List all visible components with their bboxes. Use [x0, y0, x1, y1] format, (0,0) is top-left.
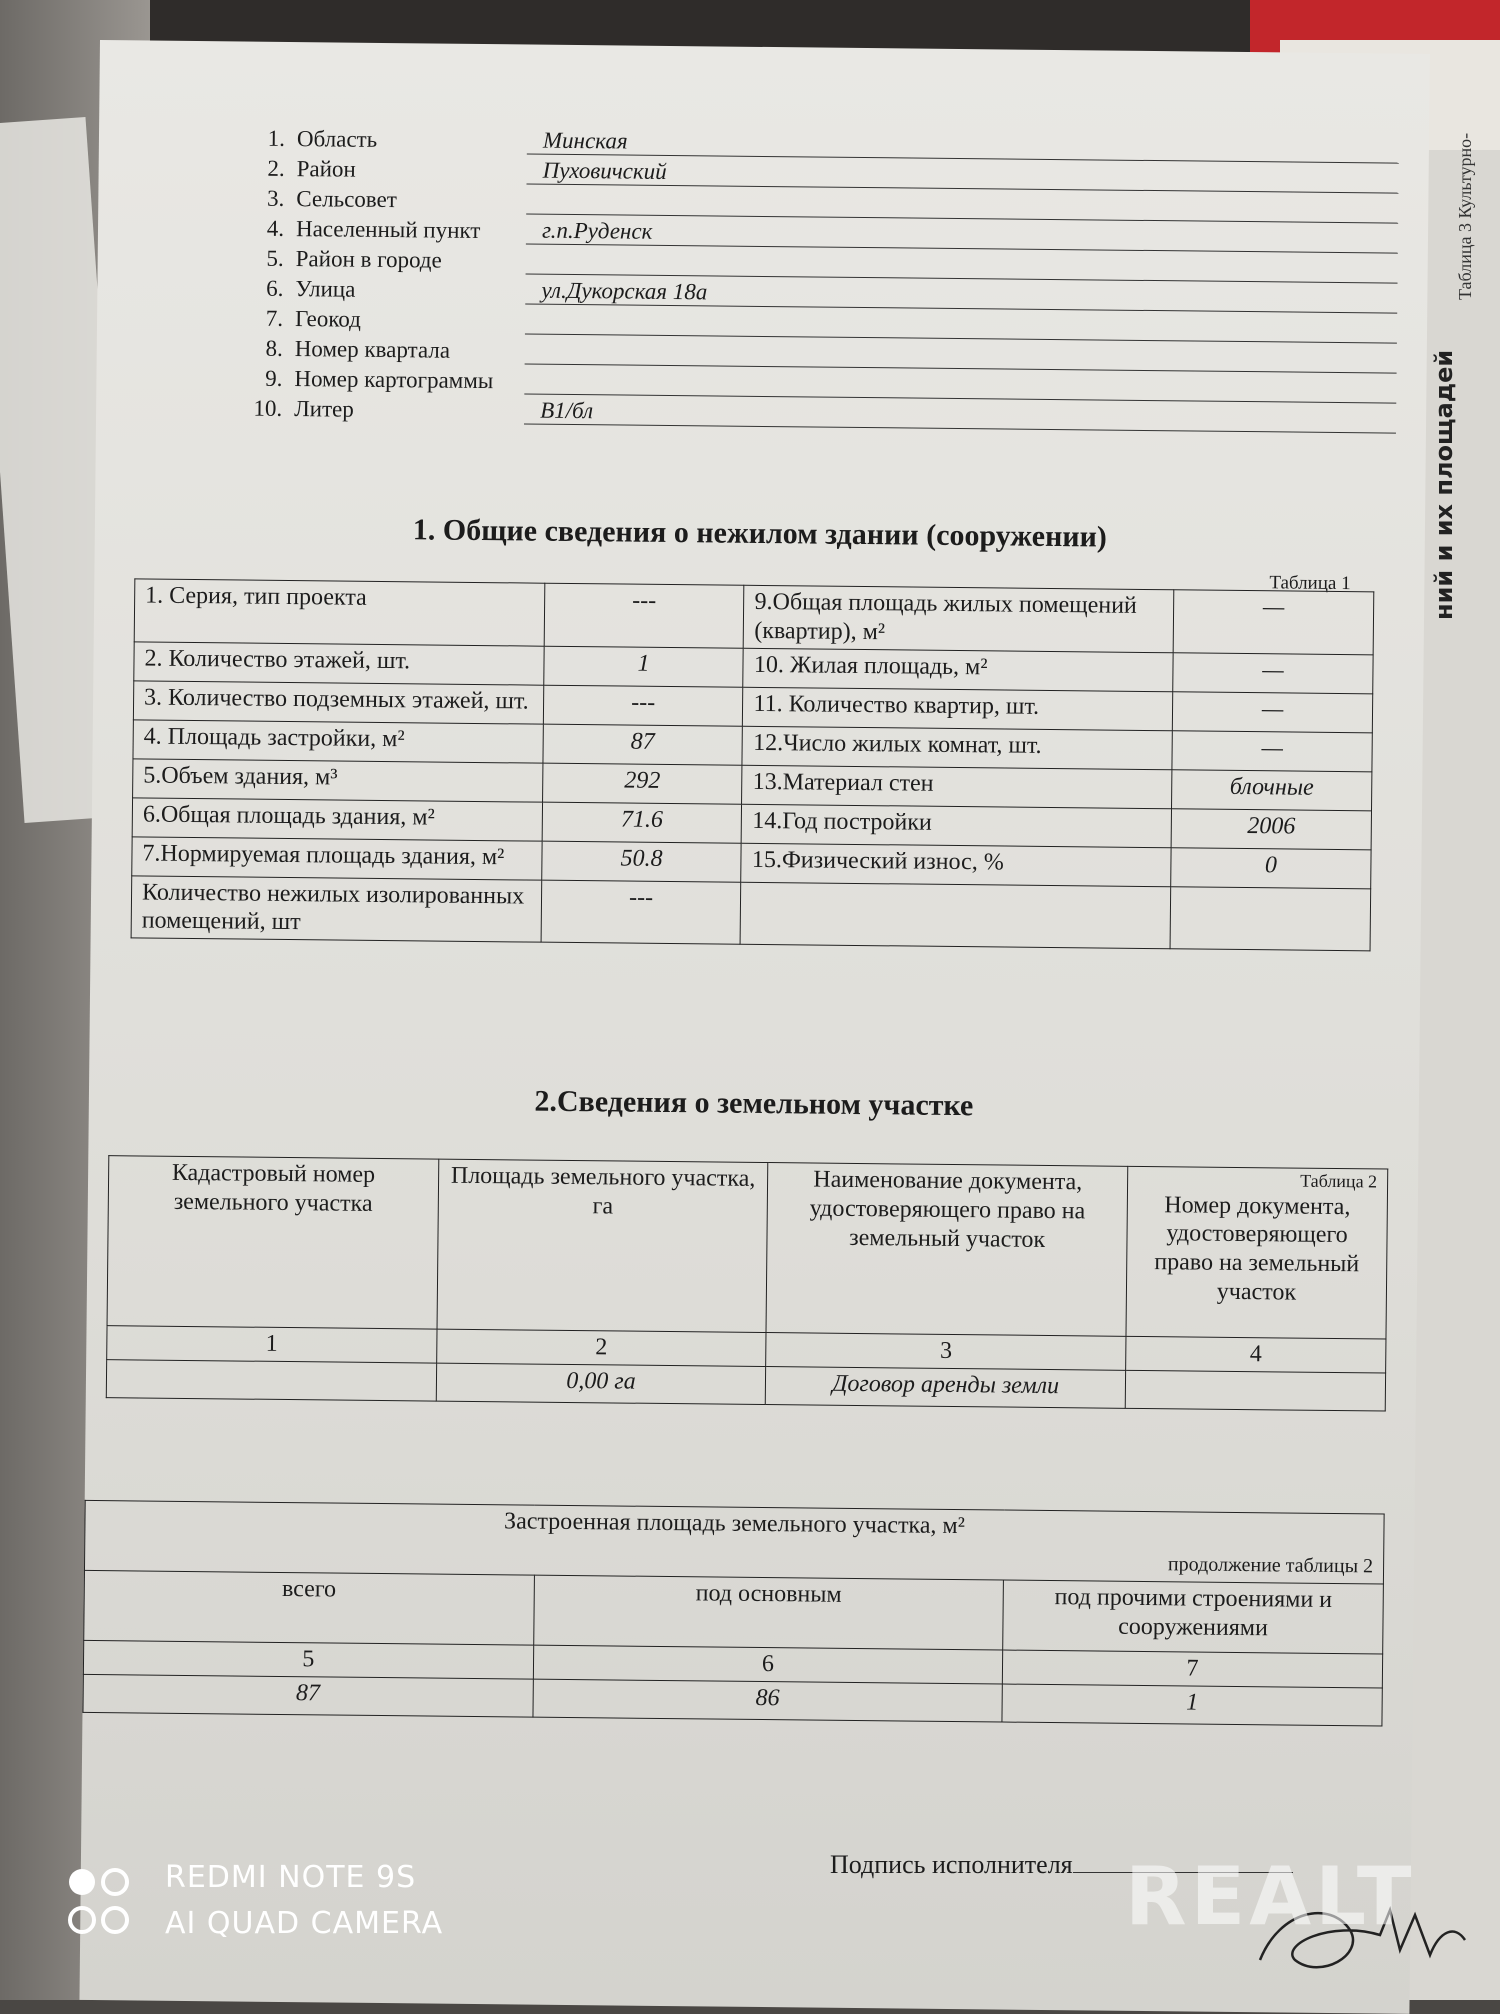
right-label: 15.Физический износ, %	[741, 843, 1171, 886]
col-number: 3	[766, 1333, 1126, 1371]
address-label: Населенный пункт	[295, 216, 481, 243]
camera-type: AI QUAD CAMERA	[165, 1906, 444, 1941]
address-number: 9.	[265, 365, 283, 391]
camera-watermark	[165, 1855, 443, 1947]
address-label: Улица	[295, 276, 356, 302]
built-area-header: Застроенная площадь земельного участка, м² продолжение таблицы 2	[84, 1500, 1384, 1584]
right-label: 14.Год постройки	[742, 804, 1172, 847]
document-page	[79, 40, 1429, 2014]
address-number: 7.	[265, 305, 284, 331]
right-value: —	[1173, 590, 1374, 655]
subheader-total: всего	[84, 1570, 534, 1645]
right-value: —	[1172, 730, 1372, 771]
col-number: 2	[436, 1329, 766, 1366]
right-label: 13.Материал стен	[742, 765, 1172, 808]
realt-watermark: REALT	[1125, 1850, 1416, 1943]
table2-note: Таблица 2	[1300, 1170, 1378, 1192]
building-info-table	[131, 578, 1375, 951]
col-number: 7	[1003, 1650, 1383, 1688]
left-value: 71.6	[542, 802, 742, 843]
address-number: 8.	[265, 335, 283, 361]
right-label: 12.Число жилых комнат, шт.	[742, 726, 1172, 769]
address-number: 4.	[266, 215, 285, 241]
col-number: 4	[1126, 1336, 1386, 1373]
right-value	[1170, 886, 1371, 951]
address-number: 10.	[253, 395, 283, 421]
address-label: Район	[296, 156, 356, 182]
address-number: 5.	[266, 245, 284, 271]
left-label: Количество нежилых изолированных помещений, шт	[131, 875, 541, 942]
col-number: 5	[83, 1640, 533, 1679]
header-plot-area: Площадь земельного участка, га	[437, 1159, 768, 1332]
value-plot-area: 0,00 га	[436, 1363, 766, 1404]
right-label: 11. Количество квартир, шт.	[743, 687, 1173, 730]
value-total: 87	[83, 1674, 533, 1717]
right-value: —	[1172, 691, 1372, 732]
address-label: Область	[296, 126, 378, 152]
right-value: блочные	[1172, 769, 1372, 810]
address-label: Район в городе	[295, 246, 442, 273]
table2-continuation-note: продолжение таблицы 2	[1167, 1553, 1374, 1578]
address-label: Литер	[294, 396, 354, 422]
left-label: 4. Площадь застройки, м²	[133, 719, 543, 762]
signature-label: Подпись исполнителя	[830, 1850, 1073, 1879]
camera-model: REDMI NOTE 9S	[165, 1860, 417, 1895]
value-document-name: Договор аренды земли	[766, 1367, 1126, 1409]
address-number: 6.	[266, 275, 284, 301]
right-table-label: Таблица 3 Культурно-	[1455, 132, 1475, 300]
left-value: ---	[541, 880, 741, 945]
col-number: 6	[533, 1645, 1003, 1684]
address-label: Номер картограммы	[294, 366, 494, 394]
right-value: 2006	[1171, 808, 1371, 849]
col-number: 1	[107, 1326, 437, 1363]
right-label: 10. Жилая площадь, м²	[743, 648, 1173, 691]
address-label: Номер квартала	[294, 336, 451, 363]
right-label	[741, 882, 1171, 949]
left-value: 50.8	[541, 841, 741, 882]
subheader-main: под основным	[533, 1575, 1003, 1650]
address-label: Сельсовет	[296, 186, 397, 213]
right-page-heading: ний и их площадей	[1430, 349, 1458, 620]
left-value: 87	[543, 724, 743, 765]
address-number: 3.	[266, 185, 285, 211]
left-label: 3. Количество подземных этажей, шт.	[133, 680, 543, 723]
address-value: В1/бл	[524, 397, 1396, 433]
right-value: —	[1173, 652, 1373, 693]
header-document-name: Наименование документа, удостоверяющего право на земельный участок	[766, 1163, 1127, 1337]
address-label: Геокод	[294, 306, 362, 332]
subheader-other: под прочими строениями и сооружениями	[1003, 1580, 1383, 1654]
camera-lens-icon	[65, 1862, 135, 1947]
right-label: 9.Общая площадь жилых помещений (квартир), м²	[744, 585, 1174, 652]
value-other: 1	[1002, 1684, 1382, 1726]
address-value: Пуховичский	[527, 157, 1399, 193]
left-value: 1	[543, 646, 743, 687]
header-document-number: Таблица 2 Номер документа, удостоверяющего право на земельный участок	[1126, 1166, 1388, 1339]
left-label: 7.Нормируемая площадь здания, м²	[132, 836, 542, 879]
address-block	[246, 122, 1399, 434]
right-value: 0	[1171, 847, 1371, 888]
address-number: 1.	[267, 125, 286, 151]
table1-note: Таблица 1	[1269, 572, 1351, 595]
section2-title: 2.Сведения о земельном участке	[534, 1084, 974, 1123]
address-value: Минская	[527, 127, 1399, 163]
value-cadastral-number	[106, 1360, 436, 1401]
value-document-number	[1125, 1370, 1385, 1411]
left-label: 2. Количество этажей, шт.	[134, 641, 544, 684]
left-value: ---	[543, 685, 743, 726]
value-main: 86	[533, 1679, 1003, 1722]
left-value: ---	[544, 583, 744, 648]
built-area-table	[82, 1500, 1384, 1727]
left-label: 6.Общая площадь здания, м²	[132, 797, 542, 840]
address-value: ул.Дукорская 18а	[525, 277, 1397, 313]
left-value: 292	[542, 763, 742, 804]
land-plot-table	[106, 1155, 1388, 1411]
left-label: 5.Объем здания, м³	[133, 758, 543, 801]
section1-title: 1. Общие сведения о нежилом здании (сооружении)	[412, 513, 1108, 554]
header-cadastral-number: Кадастровый номер земельного участка	[107, 1156, 438, 1329]
table-row	[131, 875, 1371, 951]
left-label: 1. Серия, тип проекта	[134, 579, 544, 646]
address-number: 2.	[267, 155, 285, 181]
address-value: г.п.Руденск	[526, 217, 1398, 253]
